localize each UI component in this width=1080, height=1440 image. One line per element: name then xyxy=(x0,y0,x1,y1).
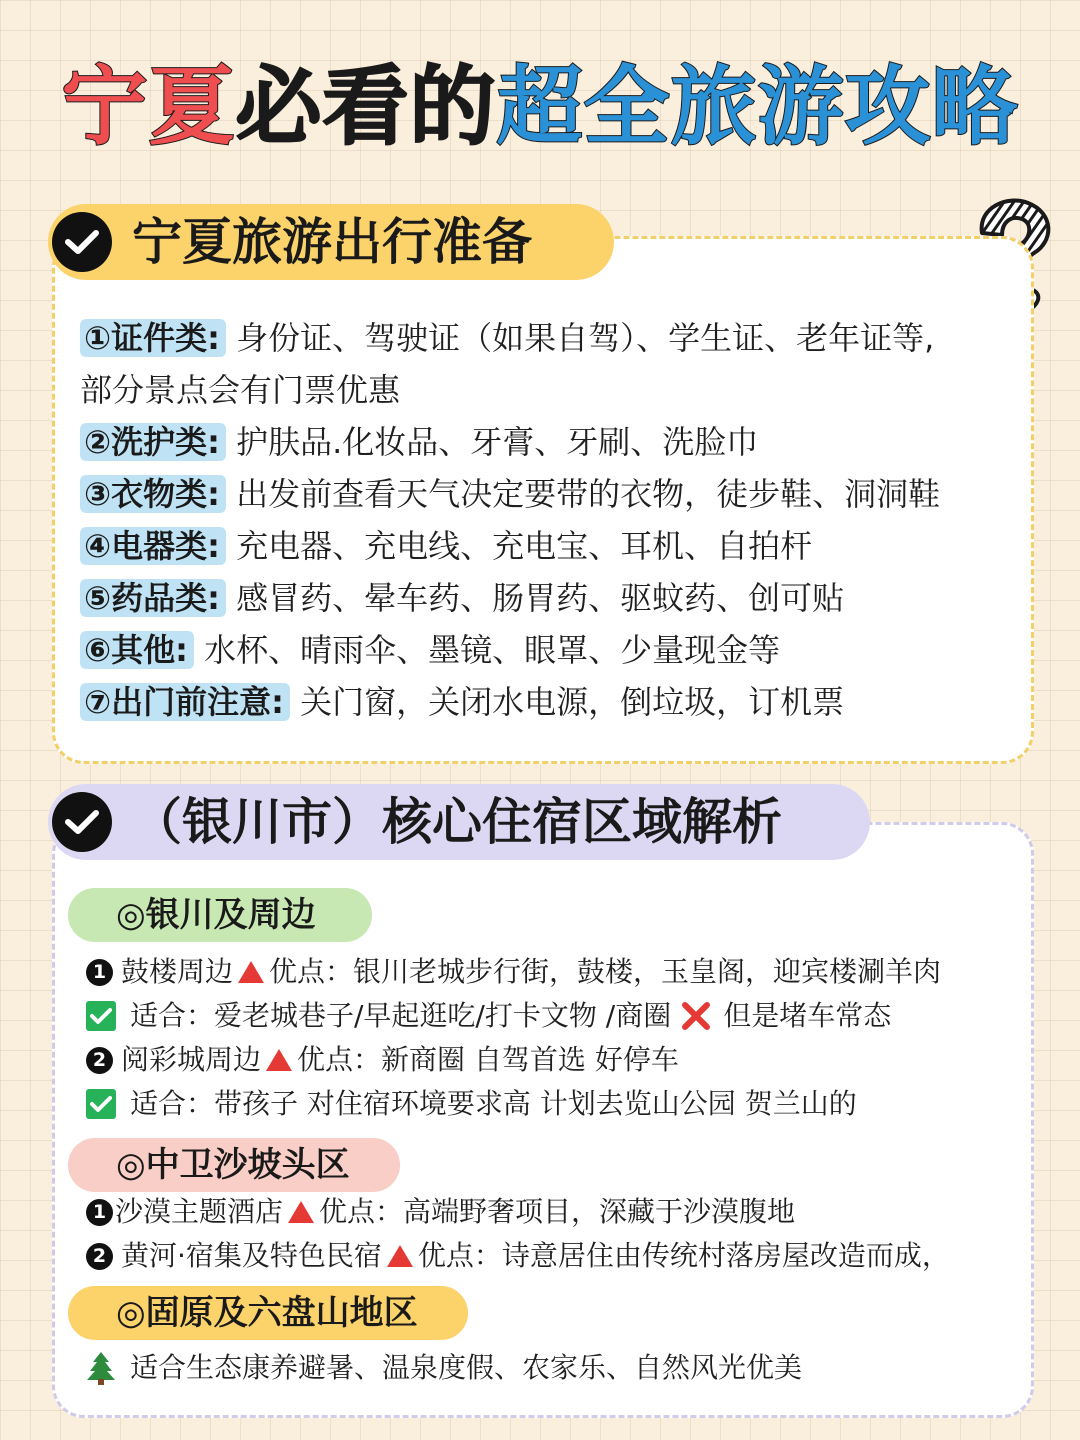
area-pros: 优点：银川老城步行街，鼓楼，玉皇阁，迎宾楼涮羊肉 xyxy=(269,955,942,988)
zhongwei-line-desert-hotel xyxy=(86,1192,795,1232)
prep-text: 水杯、晴雨伞、墨镜、眼罩、少量现金等 xyxy=(193,631,781,669)
area-pros: 优点：诗意居住由传统村落房屋改造而成， xyxy=(417,1239,950,1272)
region-pill-guyuan: ◎固原及六盘山地区 xyxy=(68,1286,468,1340)
prep-item-documents xyxy=(80,312,1000,364)
page-title xyxy=(0,52,1080,162)
prep-item-before-leaving xyxy=(80,676,1000,728)
check-circle-icon xyxy=(52,792,112,852)
prep-text: 关门窗，关闭水电源，倒垃圾，订机票 xyxy=(289,683,845,721)
green-check-box-icon xyxy=(86,1001,116,1031)
warning-triangle-icon xyxy=(265,1048,293,1072)
prep-item-medicine xyxy=(80,572,1000,624)
area-fit: 适合：爱老城巷子/早起逛吃/打卡文物 /商圈 xyxy=(130,999,672,1032)
area-name: 黄河·宿集及特色民宿 xyxy=(121,1239,382,1272)
prep-label: ⑦出门前注意: xyxy=(80,683,290,721)
yinchuan-line-gulou xyxy=(86,952,941,992)
prep-label: ①证件类: xyxy=(80,319,226,357)
area-fit: 适合生态康养避暑、温泉度假、农家乐、自然风光优美 xyxy=(130,1351,803,1384)
prep-item-electronics xyxy=(80,520,1000,572)
yinchuan-line-yuecai xyxy=(86,1040,679,1080)
travel-prep-heading xyxy=(48,204,614,280)
prep-label: ②洗护类: xyxy=(80,423,226,461)
guyuan-line xyxy=(86,1348,802,1388)
prep-label: ⑥其他: xyxy=(80,631,194,669)
area-fit: 适合：带孩子 对住宿环境要求高 计划去览山公园 贺兰山的 xyxy=(130,1087,857,1120)
area-name: 沙漠主题酒店 xyxy=(115,1195,284,1228)
area-name: 阅彩城周边 xyxy=(121,1043,262,1076)
yinchuan-line-gulou-fit xyxy=(86,996,891,1036)
number-badge: 2 xyxy=(86,1047,113,1074)
green-check-box-icon xyxy=(86,1089,116,1119)
region-pill-yinchuan: ◎银川及周边 xyxy=(68,888,372,942)
title-part-blue: 超全旅游攻略 xyxy=(496,57,1019,157)
prep-item-other xyxy=(80,624,1000,676)
warning-triangle-icon xyxy=(386,1244,414,1268)
prep-item-clothing xyxy=(80,468,1000,520)
prep-text: 部分景点会有门票优惠 xyxy=(80,371,401,409)
warning-triangle-icon xyxy=(287,1200,315,1224)
prep-item-documents-note xyxy=(80,364,1000,416)
lodging-heading-text: （银川市）核心住宿区域解析 xyxy=(132,793,782,851)
prep-text: 充电器、充电线、充电宝、耳机、自拍杆 xyxy=(225,527,813,565)
region-pill-zhongwei: ◎中卫沙坡头区 xyxy=(68,1138,400,1192)
area-con: 但是堵车常态 xyxy=(723,999,892,1032)
number-badge: 1 xyxy=(86,1199,113,1226)
number-badge: 2 xyxy=(86,1243,113,1270)
prep-text: 护肤品.化妆品、牙膏、牙刷、洗脸巾 xyxy=(225,423,759,461)
prep-text: 出发前查看天气决定要带的衣物，徒步鞋、洞洞鞋 xyxy=(225,475,941,513)
prep-label: ⑤药品类: xyxy=(80,579,226,617)
prep-text: 身份证、驾驶证（如果自驾）、学生证、老年证等, xyxy=(225,319,935,357)
yinchuan-line-yuecai-fit xyxy=(86,1084,857,1124)
title-part-red: 宁夏 xyxy=(61,57,236,157)
area-name: 鼓楼周边 xyxy=(121,955,234,988)
red-cross-icon xyxy=(681,1001,711,1031)
title-part-black: 必看的 xyxy=(235,57,497,157)
check-circle-icon xyxy=(52,212,112,272)
travel-prep-list xyxy=(80,312,1000,728)
prep-text: 感冒药、晕车药、肠胃药、驱蚊药、创可贴 xyxy=(225,579,845,617)
lodging-heading xyxy=(48,784,870,860)
travel-prep-heading-text: 宁夏旅游出行准备 xyxy=(132,213,532,271)
area-pros: 优点：新商圈 自驾首选 好停车 xyxy=(297,1043,679,1076)
area-pros: 优点：高端野奢项目，深藏于沙漠腹地 xyxy=(319,1195,796,1228)
prep-label: ④电器类: xyxy=(80,527,226,565)
prep-label: ③衣物类: xyxy=(80,475,226,513)
warning-triangle-icon xyxy=(237,960,265,984)
prep-item-toiletries xyxy=(80,416,1000,468)
number-badge: 1 xyxy=(86,959,113,986)
zhongwei-line-homestay xyxy=(86,1236,950,1276)
tree-icon xyxy=(86,1351,116,1385)
